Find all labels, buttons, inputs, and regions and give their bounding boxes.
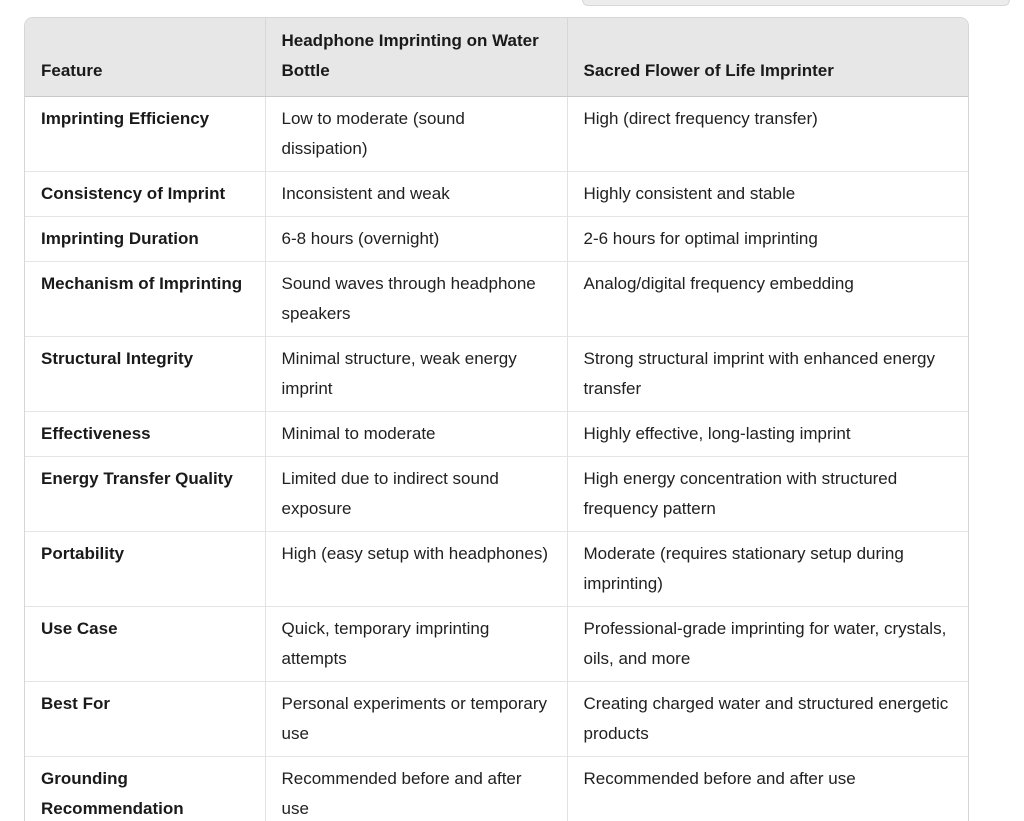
value-cell: High (direct frequency transfer) [567, 97, 968, 172]
table-row [25, 757, 968, 821]
value-cell: Low to moderate (sound dissipation) [265, 97, 567, 172]
feature-cell: Structural Integrity [25, 337, 265, 412]
value-cell: Personal experiments or temporary use [265, 682, 567, 757]
feature-cell: Consistency of Imprint [25, 172, 265, 217]
table-row [25, 607, 968, 682]
value-cell: Highly consistent and stable [567, 172, 968, 217]
value-cell: Minimal to moderate [265, 412, 567, 457]
feature-cell: Imprinting Duration [25, 217, 265, 262]
feature-cell: Mechanism of Imprinting [25, 262, 265, 337]
previous-element-edge [582, 0, 1010, 6]
value-cell: High (easy setup with headphones) [265, 532, 567, 607]
table-row [25, 172, 968, 217]
table-row [25, 217, 968, 262]
header-row [25, 18, 968, 97]
feature-cell: Portability [25, 532, 265, 607]
comparison-table-body [25, 97, 968, 821]
value-cell: Quick, temporary imprinting attempts [265, 607, 567, 682]
value-cell: Recommended before and after use [265, 757, 567, 821]
feature-cell: Best For [25, 682, 265, 757]
comparison-table [24, 17, 969, 821]
feature-cell: Imprinting Efficiency [41, 109, 210, 128]
value-cell: Highly effective, long-lasting imprint [567, 412, 968, 457]
feature-cell: Use Case [25, 607, 265, 682]
feature-cell: Energy Transfer Quality [25, 457, 265, 532]
column-header-headphone-imprinting: Headphone Imprinting on Water Bottle [265, 18, 567, 97]
value-cell: Minimal structure, weak energy imprint [265, 337, 567, 412]
table-row [25, 337, 968, 412]
value-cell: Limited due to indirect sound exposure [265, 457, 567, 532]
feature-cell: Effectiveness [25, 412, 265, 457]
table-row [25, 262, 968, 337]
table-row [25, 457, 968, 532]
value-cell: Professional-grade imprinting for water, crystals, oils, and more [567, 607, 968, 682]
value-cell: Strong structural imprint with enhanced energy transfer [567, 337, 968, 412]
value-cell: Moderate (requires stationary setup during imprinting) [567, 532, 968, 607]
table-row [25, 97, 968, 172]
feature-cell: Grounding Recommendation [25, 757, 265, 821]
table-row [25, 412, 968, 457]
value-cell: High energy concentration with structured frequency pattern [567, 457, 968, 532]
value-cell: Recommended before and after use [567, 757, 968, 821]
value-cell: Sound waves through headphone speakers [265, 262, 567, 337]
value-cell: 2-6 hours for optimal imprinting [567, 217, 968, 262]
table-header [25, 18, 968, 97]
column-header-feature: Feature [25, 18, 265, 97]
table-row [25, 532, 968, 607]
value-cell: Creating charged water and structured energetic products [567, 682, 968, 757]
value-cell: 6-8 hours (overnight) [265, 217, 567, 262]
comparison-table-grid [25, 18, 968, 821]
value-cell: Inconsistent and weak [265, 172, 567, 217]
value-cell: Analog/digital frequency embedding [567, 262, 968, 337]
table-row [25, 682, 968, 757]
column-header-sacred-flower-imprinter: Sacred Flower of Life Imprinter [567, 18, 968, 97]
